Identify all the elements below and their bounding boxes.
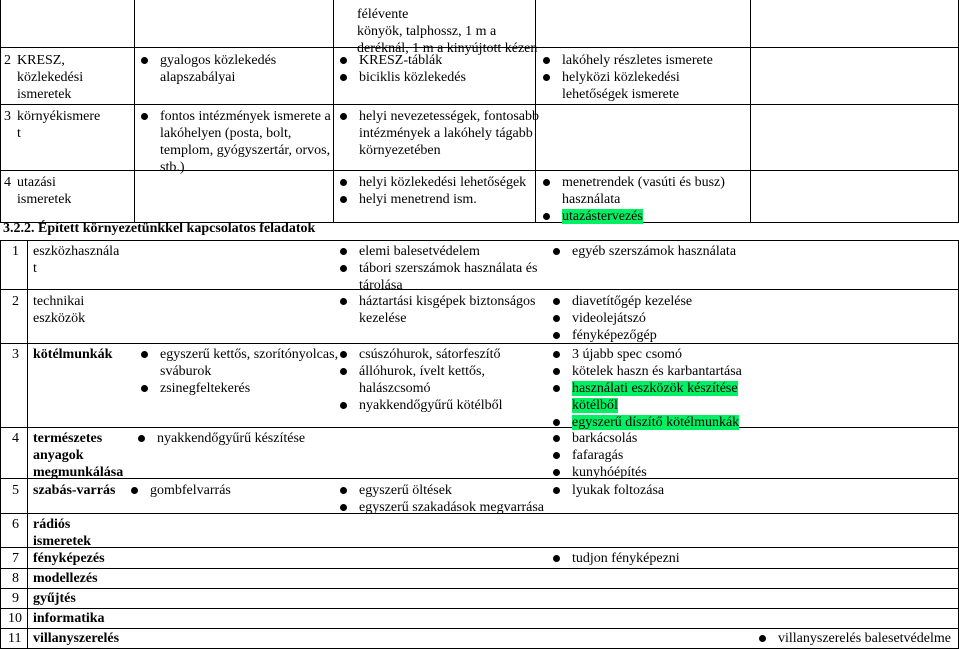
- list-item: egyszerű kettős, szorítónyolcas, sváburok: [141, 346, 338, 380]
- list-item: videolejátszó: [553, 310, 692, 327]
- row-number: 7: [12, 551, 19, 566]
- cell-level-3: [553, 430, 647, 481]
- row-topic: természetes anyagok megmunkálása: [33, 431, 124, 480]
- row-topic: gyűjtés: [33, 591, 76, 606]
- cell-level-2: [340, 52, 466, 86]
- cell-level-1: [138, 430, 305, 447]
- list-item: egyszerű szakadások megvarrása: [340, 499, 544, 516]
- row-number: 3: [4, 109, 11, 124]
- bullet-icon: [340, 179, 347, 186]
- row-number: 2: [4, 53, 11, 68]
- cell-level-2: [340, 346, 502, 414]
- bullet-icon: [553, 332, 560, 339]
- list-item: használati eszközök készítése kötélből: [553, 380, 742, 414]
- bullet-icon: [340, 402, 347, 409]
- list-item: biciklis közlekedés: [340, 69, 466, 86]
- border-line: [333, 0, 334, 222]
- list-item: tábori szerszámok használata és tárolása: [340, 260, 537, 294]
- border-line: [134, 0, 135, 222]
- border-line: [27, 240, 28, 649]
- bullet-icon: [543, 57, 550, 64]
- list-item: gombfelvarrás: [131, 482, 231, 499]
- list-item: egyszerű díszítő kötélmunkák: [553, 414, 742, 431]
- row-topic: KRESZ, közlekedési ismeretek: [17, 53, 84, 102]
- list-item: helyi menetrend ism.: [340, 191, 526, 208]
- bullet-icon: [131, 487, 138, 494]
- row-number: 4: [4, 175, 11, 190]
- list-item: kunyhóépítés: [553, 464, 647, 481]
- bullet-icon: [553, 435, 560, 442]
- border-line: [750, 0, 751, 222]
- cell-level-3: [553, 482, 664, 499]
- cell-level-2: [340, 293, 536, 327]
- cell-level-2: [340, 174, 526, 208]
- list-item: lakóhely részletes ismerete: [543, 52, 713, 69]
- list-item: lyukak foltozása: [553, 482, 664, 499]
- list-item: fényképezőgép: [553, 327, 692, 344]
- row-number: 6: [12, 517, 19, 532]
- bullet-icon: [138, 435, 145, 442]
- list-item: helyközi közlekedési lehetőségek ismerete: [543, 69, 713, 103]
- row-topic: szabás-varrás: [33, 483, 116, 498]
- border-line: [0, 547, 959, 548]
- border-line: [0, 427, 959, 428]
- cell-level-3: [543, 52, 713, 103]
- cell-level-4: [759, 630, 951, 647]
- cell-level-1: [141, 346, 338, 397]
- bullet-icon: [340, 487, 347, 494]
- row-number: 5: [12, 483, 19, 498]
- bullet-icon: [553, 298, 560, 305]
- bullet-icon: [543, 74, 550, 81]
- border-line: [0, 588, 959, 589]
- row-topic: kötélmunkák: [33, 347, 113, 362]
- bullet-icon: [340, 74, 347, 81]
- border-line: [0, 478, 959, 479]
- bullet-icon: [759, 635, 766, 642]
- row-topic: technikai eszközök: [33, 294, 86, 326]
- cell-level-1: [141, 52, 276, 86]
- list-item: nyakkendőgyűrű kötélből: [340, 397, 502, 414]
- border-line: [0, 0, 1, 222]
- border-line: [0, 104, 959, 105]
- row-number: 9: [12, 591, 19, 606]
- row-topic: eszközhasznála t: [33, 244, 120, 276]
- bullet-icon: [141, 385, 148, 392]
- list-item: egyszerű öltések: [340, 482, 544, 499]
- bullet-icon: [141, 351, 148, 358]
- list-item: utazástervezés: [543, 208, 725, 225]
- bullet-icon: [340, 265, 347, 272]
- bullet-icon: [340, 57, 347, 64]
- list-item: diavetítőgép kezelése: [553, 293, 692, 310]
- list-item: helyi közlekedési lehetőségek: [340, 174, 526, 191]
- bullet-icon: [340, 113, 347, 120]
- row-number: 2: [12, 294, 19, 309]
- list-item: kötelek haszn és karbantartása: [553, 363, 742, 380]
- list-item: helyi nevezetességek, fontosabb intézmények a lakóhely tágabb környezetében: [340, 108, 539, 159]
- bullet-icon: [141, 57, 148, 64]
- cell-level-1: [141, 108, 331, 176]
- cell-level-3: [553, 243, 736, 260]
- bullet-icon: [543, 179, 550, 186]
- border-line: [0, 648, 959, 649]
- row-number: 4: [12, 431, 19, 446]
- list-item: fontos intézmények ismerete a lakóhelyen (posta, bolt, templom, gyógyszertár, orvos, stb.): [141, 108, 331, 176]
- list-item: egyéb szerszámok használata: [553, 243, 736, 260]
- row-number: 10: [8, 611, 22, 626]
- list-item: barkácsolás: [553, 430, 647, 447]
- border-line: [0, 240, 959, 241]
- row-number: 11: [8, 631, 22, 646]
- row-number: 3: [12, 347, 19, 362]
- bullet-icon: [340, 351, 347, 358]
- bullet-icon: [340, 248, 347, 255]
- bullet-icon: [340, 196, 347, 203]
- list-item: villanyszerelés balesetvédelme: [759, 630, 951, 647]
- list-item: állóhurok, ívelt kettős, halászcsomó: [340, 363, 502, 397]
- cell-level-2: [340, 108, 539, 159]
- bullet-icon: [340, 368, 347, 375]
- spill-text: félévente könyök, talphossz, 1 m a deréknál, 1 m a kinyújtott kézen: [357, 7, 538, 56]
- cell-level-3: [543, 174, 725, 225]
- bullet-icon: [553, 385, 560, 392]
- cell-level-3: [553, 346, 742, 431]
- border-line: [0, 568, 959, 569]
- bullet-icon: [553, 555, 560, 562]
- row-topic: rádiós ismeretek: [33, 517, 92, 549]
- bullet-icon: [553, 248, 560, 255]
- list-item: elemi balesetvédelem: [340, 243, 537, 260]
- bullet-icon: [553, 469, 560, 476]
- list-item: KRESZ-táblák: [340, 52, 466, 69]
- border-line: [0, 343, 959, 344]
- cell-level-2: [340, 243, 537, 294]
- bullet-icon: [543, 213, 550, 220]
- list-item: menetrendek (vasúti és busz) használata: [543, 174, 725, 208]
- list-item: gyalogos közlekedés alapszabályai: [141, 52, 276, 86]
- bullet-icon: [340, 504, 347, 511]
- bullet-icon: [553, 419, 560, 426]
- list-item: 3 újabb spec csomó: [553, 346, 742, 363]
- row-number: 1: [12, 244, 19, 259]
- border-line: [0, 240, 1, 649]
- list-item: nyakkendőgyűrű készítése: [138, 430, 305, 447]
- row-topic: környékismere t: [17, 109, 101, 141]
- list-item: tudjon fényképezni: [553, 550, 680, 567]
- bullet-icon: [553, 351, 560, 358]
- bullet-icon: [340, 298, 347, 305]
- cell-level-3: [553, 550, 680, 567]
- border-line: [0, 628, 959, 629]
- row-topic: modellezés: [33, 571, 98, 586]
- cell-level-1: [131, 482, 231, 499]
- cell-level-3: [553, 293, 692, 344]
- bullet-icon: [553, 452, 560, 459]
- row-topic: villanyszerelés: [33, 631, 120, 646]
- row-topic: utazási ismeretek: [17, 175, 72, 207]
- bullet-icon: [141, 113, 148, 120]
- row-topic: informatika: [33, 611, 105, 626]
- border-line: [0, 608, 959, 609]
- bullet-icon: [553, 368, 560, 375]
- list-item: zsinegfeltekerés: [141, 380, 338, 397]
- row-number: 8: [12, 571, 19, 586]
- bullet-icon: [553, 487, 560, 494]
- section-title: 3.2.2. Épített környezetünkkel kapcsolatos feladatok: [3, 221, 316, 236]
- list-item: háztartási kisgépek biztonságos kezelése: [340, 293, 536, 327]
- cell-level-2: [340, 482, 544, 516]
- list-item: csúszóhurok, sátorfeszítő: [340, 346, 502, 363]
- list-item: fafaragás: [553, 447, 647, 464]
- bullet-icon: [553, 315, 560, 322]
- row-topic: fényképezés: [33, 551, 105, 566]
